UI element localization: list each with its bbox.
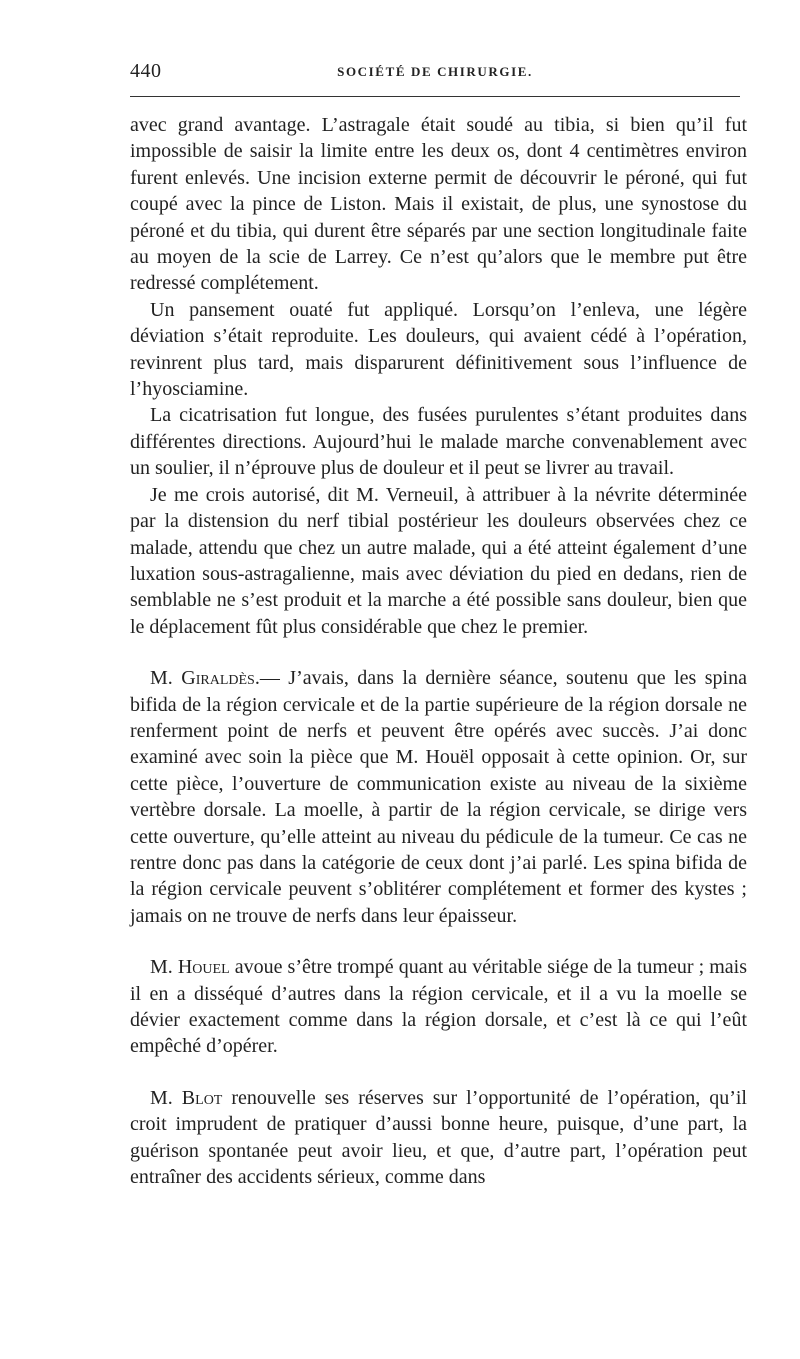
body-text [130, 112, 747, 1190]
paragraph-giraldes [130, 665, 747, 929]
paragraph-text: La cicatrisation fut longue, des fusées purulentes s’étant produites dans différentes directions. Aujourd’hui le malade marche convenablement avec un soulier, il n’éprouve plus de douleur et il peut se livrer au travail. [130, 404, 747, 480]
speaker-prefix: M. [150, 956, 178, 979]
paragraph-continuation [130, 112, 747, 297]
paragraph-pansement [130, 297, 747, 403]
running-head: SOCIÉTÉ DE CHIRURGIE. [337, 64, 533, 79]
paragraph-houel [130, 954, 747, 1060]
speaker-name: Giraldès [181, 667, 255, 690]
paragraph-text: Je me crois autorisé, dit M. Verneuil, à attribuer à la névrite déterminée par la distension du nerf tibial postérieur les douleurs observées chez ce malade, attendu que chez un autre malade, qui a été atteint également d’une luxation sous-astragalienne, mais avec déviation du pied en dedans, rien de semblable ne s’est produit et la marche a été possible sans douleur, bien que le déplacement fût plus considérable que chez le premier. [130, 483, 747, 638]
paragraph-text: renouvelle ses réserves sur l’opportunité de l’opération, qu’il croit imprudent de pratiquer d’aussi bonne heure, puisque, d’une part, la guérison spontanée peut avoir lieu, et que, d’autre part, l’opération peut entraîner des accidents sérieux, comme dans [130, 1086, 747, 1189]
paragraph-verneuil [130, 482, 747, 640]
speaker-name: Blot [181, 1086, 223, 1109]
paragraph-cicatrisation [130, 402, 747, 481]
paragraph-text: avoue s’être trompé quant au véritable siége de la tumeur ; mais il en a disséqué d’autres dans la région cervicale, et il a vu la moelle se dévier exactement comme dans la région dorsale, et c’est là ce qui l’eût empêché d’opérer. [130, 956, 747, 1058]
speaker-prefix: M. [150, 1086, 182, 1109]
paragraph-text: Un pansement ouaté fut appliqué. Lorsqu’on l’enleva, une légère déviation s’était reproduite. Les douleurs, qui avaient cédé à l’opération, revinrent plus tard, mais disparurent définitivement sous l’influence de l’hyosciamine. [130, 298, 747, 401]
header-rule [130, 96, 740, 97]
speaker-prefix: M. [150, 667, 182, 690]
speaker-name: Houel [177, 956, 230, 979]
paragraph-text: .— J’avais, dans la dernière séance, soutenu que les spina bifida de la région cervicale et de la partie supérieure de la région dorsale ne renferment point de nerfs et peuvent être opérés avec succès. J’ai donc examiné avec soin la pièce que M. Houël opposait à cette opinion. Or, sur cette pièce, l’ouverture de communication existe au niveau de la sixième vertèbre dorsale. La moelle, à partir de la région cervicale, se dirige vers cette ouverture, qu’elle atteint au niveau du pédicule de la tumeur. Ce cas ne rentre donc pas dans la catégorie de ceux dont j’ai parlé. Les spina bifida de la région cervicale peuvent s’oblitérer complétement et former des kystes ; jamais on ne trouve de nerfs dans leur épaisseur. [130, 667, 747, 927]
paragraph-blot [130, 1085, 747, 1191]
paragraph-text: avec grand avantage. L’astragale était soudé au tibia, si bien qu’il fut impossible de saisir la limite entre les deux os, dont 4 centimètres environ furent enlevés. Une incision externe permit de découvrir le péroné, qui fut coupé avec la pince de Liston. Mais il existait, de plus, une synostose du péroné et du tibia, qui durent être séparés par une section longitudinale faite au moyen de la scie de Larrey. Ce n’est qu’alors que le membre put être redressé complétement. [130, 114, 747, 295]
page-number: 440 [130, 60, 162, 82]
page-header [130, 58, 740, 92]
